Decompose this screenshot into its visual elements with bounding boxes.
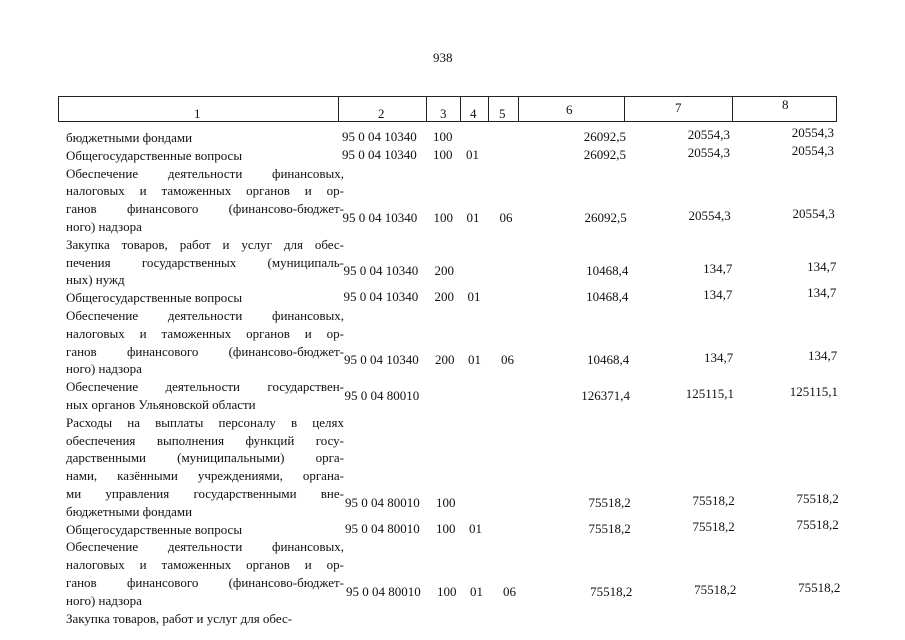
expense-type-code: 100: [436, 494, 456, 510]
header-vrule: [624, 96, 625, 122]
budget-code: 95 0 04 10340: [342, 129, 417, 144]
expense-type-code: 100: [437, 583, 457, 599]
expense-type-code: 200: [434, 289, 454, 305]
section-code: 01: [469, 520, 482, 536]
row-name-line: Общегосударственные вопросы: [66, 290, 243, 306]
row-name: [66, 289, 344, 307]
section-code: 01: [470, 583, 483, 599]
value-col-7: 134,7: [703, 287, 733, 303]
row-name-line: налоговых и таможенных органов и ор-: [66, 183, 344, 199]
row-name-line: ми управления государственными вне-: [66, 485, 344, 501]
header-vrule: [426, 96, 427, 122]
row-name-line: Обеспечение деятельности финансовых,: [66, 308, 344, 323]
row-name: [66, 129, 344, 147]
header-col-4: 4: [470, 106, 477, 121]
value-col-7: 75518,2: [692, 518, 735, 534]
value-col-6: 10468,4: [586, 289, 629, 305]
row-name-line: налоговых и таможенных органов и ор-: [66, 325, 344, 341]
expense-type-code: 100: [433, 146, 453, 162]
row-name: [66, 521, 344, 539]
table-row: [0, 414, 905, 521]
table-row: [0, 610, 905, 628]
expense-type-code: 100: [433, 209, 453, 225]
table-header: [58, 96, 837, 122]
section-code: 01: [468, 352, 481, 368]
row-name: [66, 147, 344, 165]
row-name-line: Закупка товаров, работ и услуг для обес-: [66, 610, 293, 626]
row-name-line: ганов финансового (финансово-бюджет-: [66, 343, 344, 359]
table-row: [0, 142, 905, 165]
row-name-line: Обеспечение деятельности финансовых,: [66, 165, 344, 181]
row-name: [66, 236, 344, 289]
value-col-7: 134,7: [703, 261, 733, 277]
value-col-6: 126371,4: [581, 387, 630, 403]
row-name-line: Обеспечение деятельности государствен-: [66, 379, 344, 395]
subsection-code: 06: [499, 209, 513, 225]
table-row: [0, 378, 905, 414]
budget-code: 95 0 04 10340: [342, 209, 418, 225]
header-vrule: [732, 96, 733, 122]
header-vrule: [836, 96, 837, 122]
value-col-6: 10468,4: [586, 352, 630, 368]
row-name-line: Закупка товаров, работ и услуг для обес-: [66, 236, 344, 252]
row-name-line: обеспечения выполнения функций госу-: [66, 432, 344, 448]
row-name-line: печения государственных (муниципаль-: [66, 254, 344, 270]
table-row: [0, 236, 905, 289]
row-name-line: Расходы на выплаты персоналу в целях: [66, 414, 344, 430]
row-name-line: ных) нужд: [66, 272, 125, 288]
value-col-8: 75518,2: [798, 579, 841, 595]
header-vrule: [58, 96, 59, 122]
row-name-line: бюджетными фондами: [66, 130, 193, 145]
row-name-line: дарственными (муниципальными) орга-: [66, 450, 344, 466]
value-col-7: 134,7: [703, 350, 734, 366]
value-col-8: 134,7: [807, 348, 838, 364]
section-code: 01: [467, 289, 481, 305]
expense-type-code: 100: [436, 520, 456, 536]
row-name-line: ных органов Ульяновской области: [66, 396, 256, 412]
section-code: 01: [466, 146, 479, 162]
value-col-6: 75518,2: [588, 494, 631, 510]
page-number: 938: [433, 50, 453, 65]
value-col-8: 134,7: [807, 285, 837, 301]
row-name-line: ганов финансового (финансово-бюджет-: [66, 574, 344, 590]
table-row: [0, 516, 905, 539]
table-row: [0, 307, 905, 378]
value-col-7: 125115,1: [685, 385, 734, 401]
header-col-8: 8: [782, 97, 789, 112]
value-col-6: 26092,5: [583, 146, 626, 162]
value-col-8: 20554,3: [791, 125, 834, 140]
header-col-3: 3: [440, 106, 447, 121]
budget-code: 95 0 04 10340: [343, 263, 419, 279]
value-col-7: 75518,2: [694, 581, 737, 597]
value-col-7: 20554,3: [687, 144, 730, 160]
row-name: [66, 165, 344, 236]
subsection-code: 06: [503, 583, 516, 599]
section-code: 01: [466, 209, 480, 225]
row-name-line: Обеспечение деятельности финансовых,: [66, 539, 344, 555]
value-col-8: 75518,2: [796, 490, 839, 506]
value-col-7: 75518,2: [692, 492, 735, 508]
value-col-6: 10468,4: [586, 263, 629, 279]
table-row: [0, 285, 905, 307]
row-name-line: Общегосударственные вопросы: [66, 521, 243, 537]
header-col-1: 1: [194, 106, 201, 121]
header-col-2: 2: [378, 106, 385, 121]
row-name-line: ганов финансового (финансово-бюджет-: [66, 201, 344, 217]
header-top-rule: [58, 96, 837, 97]
header-col-6: 6: [566, 102, 573, 117]
budget-code: 95 0 04 80010: [346, 583, 421, 599]
value-col-7: 20554,3: [688, 207, 731, 223]
row-name-line: ного) надзора: [66, 218, 142, 234]
expense-type-code: 200: [434, 263, 454, 279]
value-col-6: 75518,2: [588, 520, 631, 536]
row-name-line: Общегосударственные вопросы: [66, 147, 243, 163]
budget-code: 95 0 04 10340: [344, 352, 419, 368]
budget-code: 95 0 04 80010: [345, 494, 420, 510]
header-col-5: 5: [499, 106, 506, 121]
expense-type-code: 100: [433, 129, 453, 144]
row-name: [66, 307, 344, 378]
header-vrule: [518, 96, 519, 122]
value-col-8: 134,7: [807, 259, 837, 275]
header-vrule: [460, 96, 461, 122]
row-name: [66, 610, 344, 628]
row-name-line: налоговых и таможенных органов и ор-: [66, 557, 344, 573]
row-name-line: ного) надзора: [66, 592, 142, 608]
value-col-6: 26092,5: [583, 129, 626, 144]
header-bottom-rule: [58, 121, 837, 122]
row-name-line: бюджетными фондами: [66, 503, 193, 519]
value-col-8: 20554,3: [791, 142, 834, 158]
budget-code: 95 0 04 10340: [342, 146, 417, 162]
budget-code: 95 0 04 80010: [344, 387, 420, 403]
row-name: [66, 378, 344, 414]
value-col-8: 20554,3: [792, 205, 835, 221]
header-col-7: 7: [675, 100, 682, 115]
header-vrule: [338, 96, 339, 122]
expense-type-code: 200: [435, 352, 455, 368]
value-col-8: 75518,2: [796, 516, 839, 532]
value-col-7: 20554,3: [687, 127, 730, 142]
value-col-6: 75518,2: [590, 583, 633, 599]
budget-code: 95 0 04 80010: [345, 520, 420, 536]
table-row: [0, 538, 905, 609]
value-col-6: 26092,5: [584, 209, 627, 225]
budget-code: 95 0 04 10340: [343, 289, 419, 305]
header-vrule: [488, 96, 489, 122]
subsection-code: 06: [501, 352, 514, 368]
value-col-8: 125115,1: [789, 383, 838, 399]
row-name-line: нами, казёнными учреждениями, органа-: [66, 468, 344, 484]
row-name: [66, 538, 344, 609]
row-name: [66, 414, 344, 521]
table-row: [0, 165, 905, 236]
row-name-line: ного) надзора: [66, 361, 142, 377]
